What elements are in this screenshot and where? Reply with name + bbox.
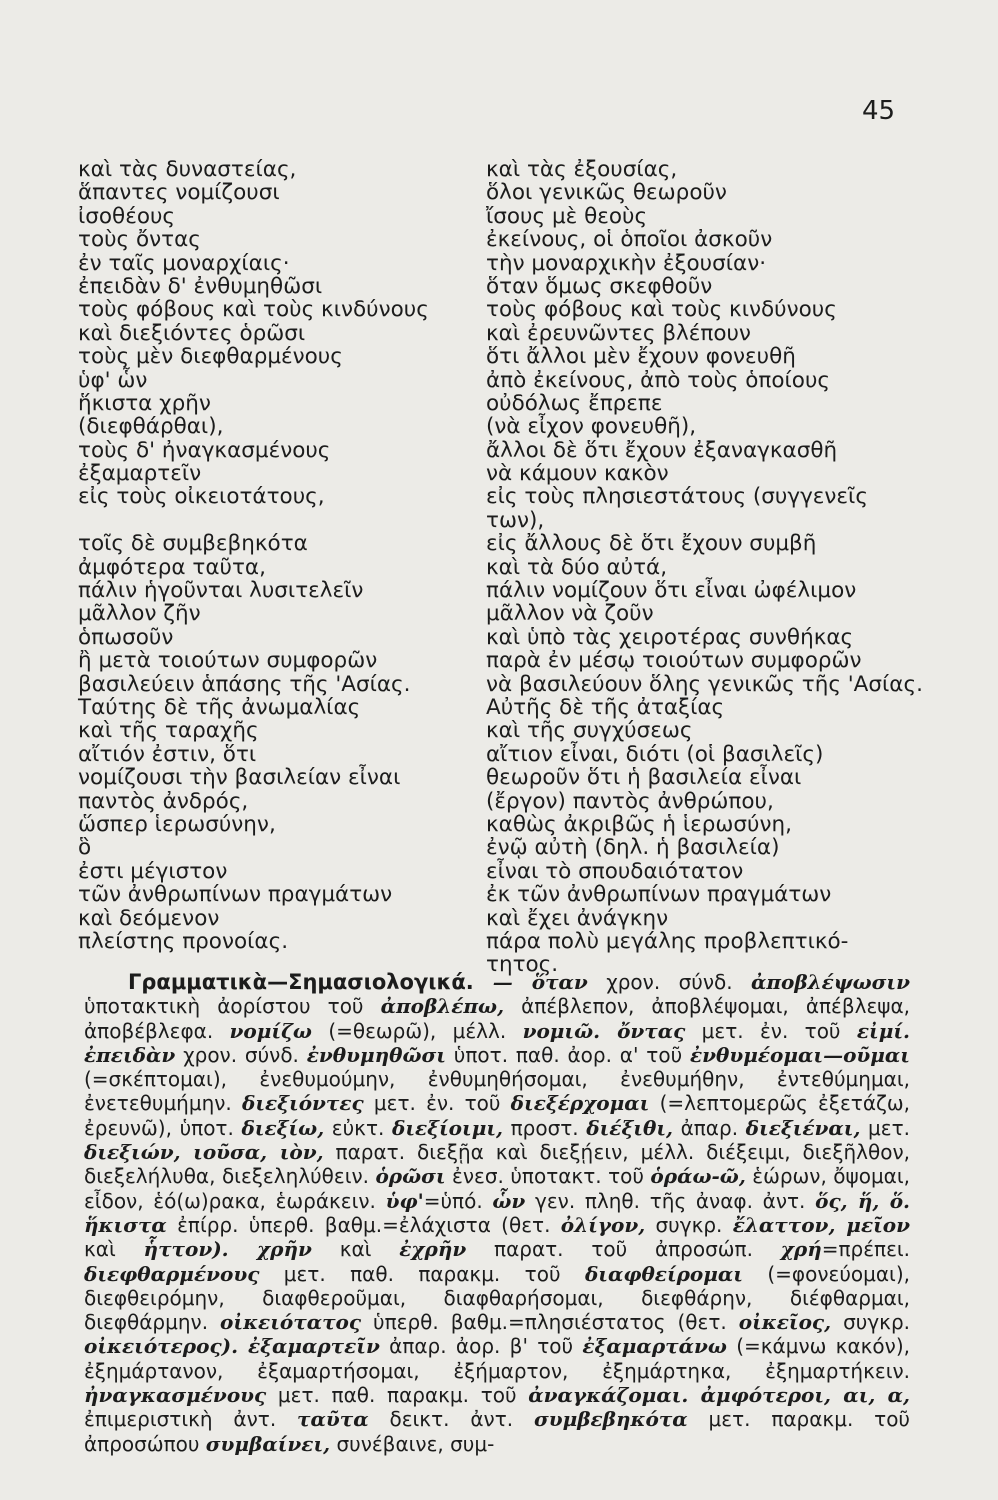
original-line: ὁπωσοῦν xyxy=(78,624,174,650)
commentary-text: ἀπέβλεπον, ἀποβλέψομαι, ἀπέβλεψα, ἀποβέβλεφα. xyxy=(84,994,911,1043)
commentary-text: παρατ. τοῦ ἀπροσώπ. xyxy=(466,1237,781,1262)
commentary-text: (=θεωρῶ), μέλλ. xyxy=(311,1018,523,1043)
original-line: ὥσπερ ἱερωσύνην, xyxy=(78,811,276,837)
translation-line: ἐκείνους, οἱ ὁποῖοι ἀσκοῦν xyxy=(486,227,773,253)
commentary-text: ὑπερθ. βαθμ.=πλησιέστατος (θετ. xyxy=(361,1310,739,1335)
original-line: ἐν ταῖς μοναρχίαις· xyxy=(78,250,290,276)
original-line: τοῖς δὲ συμβεβηκότα xyxy=(78,531,308,557)
translation-line: Αὐτῆς δὲ τῆς ἀταξίας xyxy=(486,694,725,720)
commentary-term: εἰμί. ἐπειδὰν xyxy=(84,1018,910,1067)
original-line: ἐπειδὰν δ' ἐνθυμηθῶσι xyxy=(78,273,323,299)
translation-line: πάρα πολὺ μεγάλης προβλεπτικό- xyxy=(486,928,849,954)
commentary-term: — ὅταν xyxy=(473,970,588,994)
translation-line: τὴν μοναρχικὴν ἐξουσίαν· xyxy=(486,250,767,276)
commentary-text: μετ. παθ. παρακμ. τοῦ xyxy=(259,1261,585,1286)
commentary-term: διεξίω, xyxy=(241,1115,325,1140)
original-line: καὶ δεόμενον xyxy=(78,905,220,931)
commentary-text: ἐνεσ. ὑποτακτ. τοῦ xyxy=(445,1164,651,1189)
commentary-term: ὑφ' xyxy=(385,1188,424,1213)
commentary-term: οἰκειότερος). ἐξαμαρτεῖν xyxy=(84,1334,380,1359)
grammar-commentary xyxy=(84,970,910,1456)
commentary-text: (=κάμνω κακόν), ἐξημάρτανον, ἐξαμαρτήσομαι, ἐξήμαρτον, ἐξημάρτηκα, ἐξημαρτήκειν. xyxy=(84,1334,910,1383)
translation-line: καὶ τῆς συγχύσεως xyxy=(486,718,693,744)
commentary-term: διεξίοιμι, xyxy=(391,1115,503,1140)
translation-line: τητος. xyxy=(486,952,559,978)
original-line: τοὺς δ' ἠναγκασμένους xyxy=(78,437,331,463)
commentary-text: (=φονεύομαι), διεφθειρόμην, διαφθεροῦμαι, διαφθαρήσομαι, διεφθάρην, διέφθαρμαι, διεφθάρμην. xyxy=(84,1261,910,1335)
commentary-text: συγκρ. xyxy=(645,1212,733,1237)
translation-line: αἴτιον εἶναι, διότι (οἱ βασιλεῖς) xyxy=(486,741,824,767)
commentary-text: ἑώρων, ὄψομαι, εἶδον, ἑό(ω)ρακα, ἑωράκειν. xyxy=(84,1164,910,1213)
original-line: τοὺς φόβους καὶ τοὺς κινδύνους xyxy=(78,297,429,323)
commentary-text: (=λεπτομερῶς ἐξετάζω, ἐρευνῶ), ὑποτ. xyxy=(84,1091,910,1140)
original-line: νομίζουσι τὴν βασιλείαν εἶναι xyxy=(78,765,401,791)
original-line: πάλιν ἡγοῦνται λυσιτελεῖν xyxy=(78,578,364,604)
commentary-text: καὶ xyxy=(84,1237,144,1262)
commentary-text: ἐπιμεριστικὴ ἀντ. xyxy=(84,1407,298,1432)
original-line: παντὸς ἀνδρός, xyxy=(78,788,249,814)
commentary-text: μετ. ἐν. τοῦ xyxy=(363,1091,511,1116)
translation-line: ἐνῷ αὐτὴ (δηλ. ἡ βασιλεία) xyxy=(486,835,780,861)
translation-line: τοὺς φόβους καὶ τοὺς κινδύνους xyxy=(486,297,837,323)
commentary-term: διεφθαρμένους xyxy=(84,1261,260,1286)
translation-line: (ἔργον) παντὸς ἀνθρώπου, xyxy=(486,788,774,814)
original-line: ἐξαμαρτεῖν xyxy=(78,461,202,487)
commentary-term: ἠναγκασμένους xyxy=(84,1383,267,1408)
translation-line: ὅτι ἄλλοι μὲν ἔχουν φονευθῆ xyxy=(486,344,796,370)
translation-line: παρὰ ἐν μέσῳ τοιούτων συμφορῶν xyxy=(486,648,862,674)
commentary-text: (=σκέπτομαι), ἐνεθυμούμην, ἐνθυμηθήσομαι, ἐνεθυμήθην, ἐντεθύμημαι, ἐνετεθυμήμην. xyxy=(84,1067,910,1116)
original-line: καὶ διεξιόντες ὁρῶσι xyxy=(78,320,306,346)
commentary-term: ὁρῶσι xyxy=(375,1164,446,1189)
commentary-term: ἐνθυμέομαι—οῦμαι xyxy=(689,1042,910,1067)
commentary-text: ἀπαρ. xyxy=(672,1115,746,1140)
original-line: καὶ τὰς δυναστείας, xyxy=(78,157,297,182)
commentary-text: μετ. ἐν. τοῦ xyxy=(685,1018,857,1043)
commentary-term: ἔλαττον, μεῖον xyxy=(732,1212,911,1237)
translation-line: ἐκ τῶν ἀνθρωπίνων πραγμάτων xyxy=(486,882,832,908)
translation-line: νὰ κάμουν κακὸν xyxy=(486,461,669,487)
original-line: ἀμφότερα ταῦτα, xyxy=(78,554,266,580)
translation-line: πάλιν νομίζουν ὅτι εἶναι ὠφέλιμον xyxy=(486,578,857,604)
commentary-text: ὑποτακτικὴ ἀορίστου τοῦ xyxy=(84,994,381,1019)
translation-line: ὅταν ὅμως σκεφθοῦν xyxy=(486,273,713,299)
original-line: καὶ τῆς ταραχῆς xyxy=(78,718,259,744)
greek-original-column xyxy=(78,158,488,953)
translation-line: οὐδόλως ἔπρεπε xyxy=(486,390,663,416)
commentary-term: ἀποβλέψωσιν xyxy=(750,970,910,994)
original-line: ἐστι μέγιστον xyxy=(78,858,228,884)
original-line: ὑφ' ὧν xyxy=(78,367,148,393)
commentary-term: ὅς, ἥ, ὅ. ἥκιστα xyxy=(84,1188,910,1237)
commentary-text: καὶ xyxy=(311,1237,400,1262)
original-line: (διεφθάρθαι), xyxy=(78,414,224,440)
commentary-text: παρατ. διεξῇα καὶ διεξῄειν, μέλλ. διέξειμι, διεξῆλθον, διεξελήλυθα, διεξεληλύθειν. xyxy=(84,1140,910,1189)
commentary-term: ἧττον). χρῆν xyxy=(143,1237,312,1262)
original-line: αἴτιόν ἐστιν, ὅτι xyxy=(78,741,257,767)
commentary-text: ἐπίρρ. ὑπερθ. βαθμ.=ἐλάχιστα (θετ. xyxy=(166,1212,561,1237)
commentary-text: χρον. σύνδ. xyxy=(175,1042,307,1067)
commentary-term: χρή xyxy=(780,1237,822,1262)
commentary-term: ἐχρῆν xyxy=(399,1237,467,1262)
translation-line: καὶ τὰ δύο αὐτά, xyxy=(486,554,668,580)
original-line: μᾶλλον ζῆν xyxy=(78,601,201,627)
translation-line: καὶ ὑπὸ τὰς χειροτέρας συνθήκας xyxy=(486,624,854,650)
commentary-term: ὧν xyxy=(492,1188,526,1213)
translation-line: ὅλοι γενικῶς θεωροῦν xyxy=(486,180,727,206)
original-line: ἰσοθέους xyxy=(78,203,176,229)
original-line: ὃ xyxy=(78,835,92,861)
commentary-term: συμβαίνει, xyxy=(205,1431,331,1456)
original-line: ἅπαντες νομίζουσι xyxy=(78,180,280,206)
translation-line: καὶ τὰς ἐξουσίας, xyxy=(486,157,678,182)
commentary-term: ἀναγκάζομαι. ἀμφότεροι, αι, α, xyxy=(528,1383,910,1408)
commentary-term: ἀποβλέπω, xyxy=(380,994,505,1019)
commentary-text: συγκρ. xyxy=(831,1310,910,1335)
commentary-term: ἐνθυμηθῶσι xyxy=(306,1042,446,1067)
translation-line: θεωροῦν ὅτι ἡ βασιλεία εἶναι xyxy=(486,765,802,791)
commentary-text: ὑποτ. παθ. ἀορ. α' τοῦ xyxy=(445,1042,690,1067)
original-line xyxy=(78,509,488,532)
modern-greek-translation-column xyxy=(486,158,926,977)
translation-line: εἰς ἄλλους δὲ ὅτι ἔχουν συμβῆ xyxy=(486,531,817,557)
translation-line: ἄλλοι δὲ ὅτι ἔχουν ἐξαναγκασθῆ xyxy=(486,437,838,463)
translation-line: (νὰ εἶχον φονευθῆ), xyxy=(486,414,697,440)
translation-line: μᾶλλον νὰ ζοῦν xyxy=(486,601,654,627)
original-line: ἢ μετὰ τοιούτων συμφορῶν xyxy=(78,648,378,674)
original-line: τῶν ἀνθρωπίνων πραγμάτων xyxy=(78,882,393,908)
commentary-term: ὀλίγον, xyxy=(560,1212,646,1237)
commentary-term: ὁράω-ῶ, xyxy=(650,1164,746,1189)
translation-line: νὰ βασιλεύουν ὅλης γενικῶς τῆς 'Ασίας. xyxy=(486,671,923,697)
commentary-term: οἰκειότατος xyxy=(220,1310,362,1335)
commentary-text: =πρέπει. xyxy=(821,1237,911,1262)
original-line: Ταύτης δὲ τῆς ἀνωμαλίας xyxy=(78,694,361,720)
page-number: 45 xyxy=(862,96,896,126)
commentary-term: διεξιόντες xyxy=(242,1091,364,1116)
translation-line: ἀπὸ ἐκείνους, ἀπὸ τοὺς ὁποίους xyxy=(486,367,831,393)
commentary-text: γεν. πληθ. τῆς ἀναφ. ἀντ. xyxy=(525,1188,816,1213)
commentary-term: συμβεβηκότα xyxy=(533,1407,688,1432)
original-line: τοὺς ὄντας xyxy=(78,227,201,253)
commentary-text: =ὑπό. xyxy=(423,1188,493,1213)
translation-line: εἰς τοὺς πλησιεστάτους (συγγενεῖς xyxy=(486,484,868,510)
translation-line: εἶναι τὸ σπουδαιότατον xyxy=(486,858,744,884)
commentary-text: εὐκτ. xyxy=(324,1115,392,1140)
translation-line: των), xyxy=(486,507,545,533)
commentary-paragraph xyxy=(84,970,910,1456)
original-line: πλείστης προνοίας. xyxy=(78,928,289,954)
original-line: τοὺς μὲν διεφθαρμένους xyxy=(78,344,343,370)
commentary-text: χρον. σύνδ. xyxy=(587,970,751,994)
commentary-heading: Γραμματικὰ—Σημασιολογικά. xyxy=(128,970,474,994)
original-line: ἥκιστα χρῆν xyxy=(78,390,211,416)
commentary-term: διεξέρχομαι xyxy=(510,1091,650,1116)
commentary-term: ἐξαμαρτάνω xyxy=(582,1334,727,1359)
commentary-text: δεικτ. ἀντ. xyxy=(368,1407,534,1432)
commentary-term: διέξιθι, xyxy=(586,1115,673,1140)
commentary-text: μετ. xyxy=(860,1115,910,1140)
translation-line: καθὼς ἀκριβῶς ἡ ἱερωσύνη, xyxy=(486,811,792,837)
commentary-text: συνέβαινε, συμ- xyxy=(330,1431,495,1456)
translation-line: καὶ ἔχει ἀνάγκην xyxy=(486,905,669,931)
translation-line: καὶ ἐρευνῶντες βλέπουν xyxy=(486,320,751,346)
commentary-term: νομιῶ. ὄντας xyxy=(522,1018,686,1043)
commentary-text: ἀπαρ. ἀορ. β' τοῦ xyxy=(379,1334,583,1359)
commentary-text: μετ. παρακμ. τοῦ ἀπροσώπου xyxy=(84,1407,911,1456)
commentary-term: ταῦτα xyxy=(297,1407,369,1432)
commentary-term: διαφθείρομαι xyxy=(584,1261,743,1286)
original-line: βασιλεύειν ἁπάσης τῆς 'Ασίας. xyxy=(78,671,411,697)
commentary-term: οἰκεῖος, xyxy=(738,1310,832,1335)
commentary-text: μετ. παθ. παρακμ. τοῦ xyxy=(266,1383,529,1408)
translation-line: ἴσους μὲ θεοὺς xyxy=(486,203,648,229)
original-line: εἰς τοὺς οἰκειοτάτους, xyxy=(78,484,325,510)
commentary-term: νομίζω xyxy=(229,1018,312,1043)
commentary-term: διεξιών, ιοῦσα, ιὸν, xyxy=(84,1140,324,1165)
commentary-term: διεξιέναι, xyxy=(745,1115,861,1140)
commentary-text: προστ. xyxy=(502,1115,587,1140)
